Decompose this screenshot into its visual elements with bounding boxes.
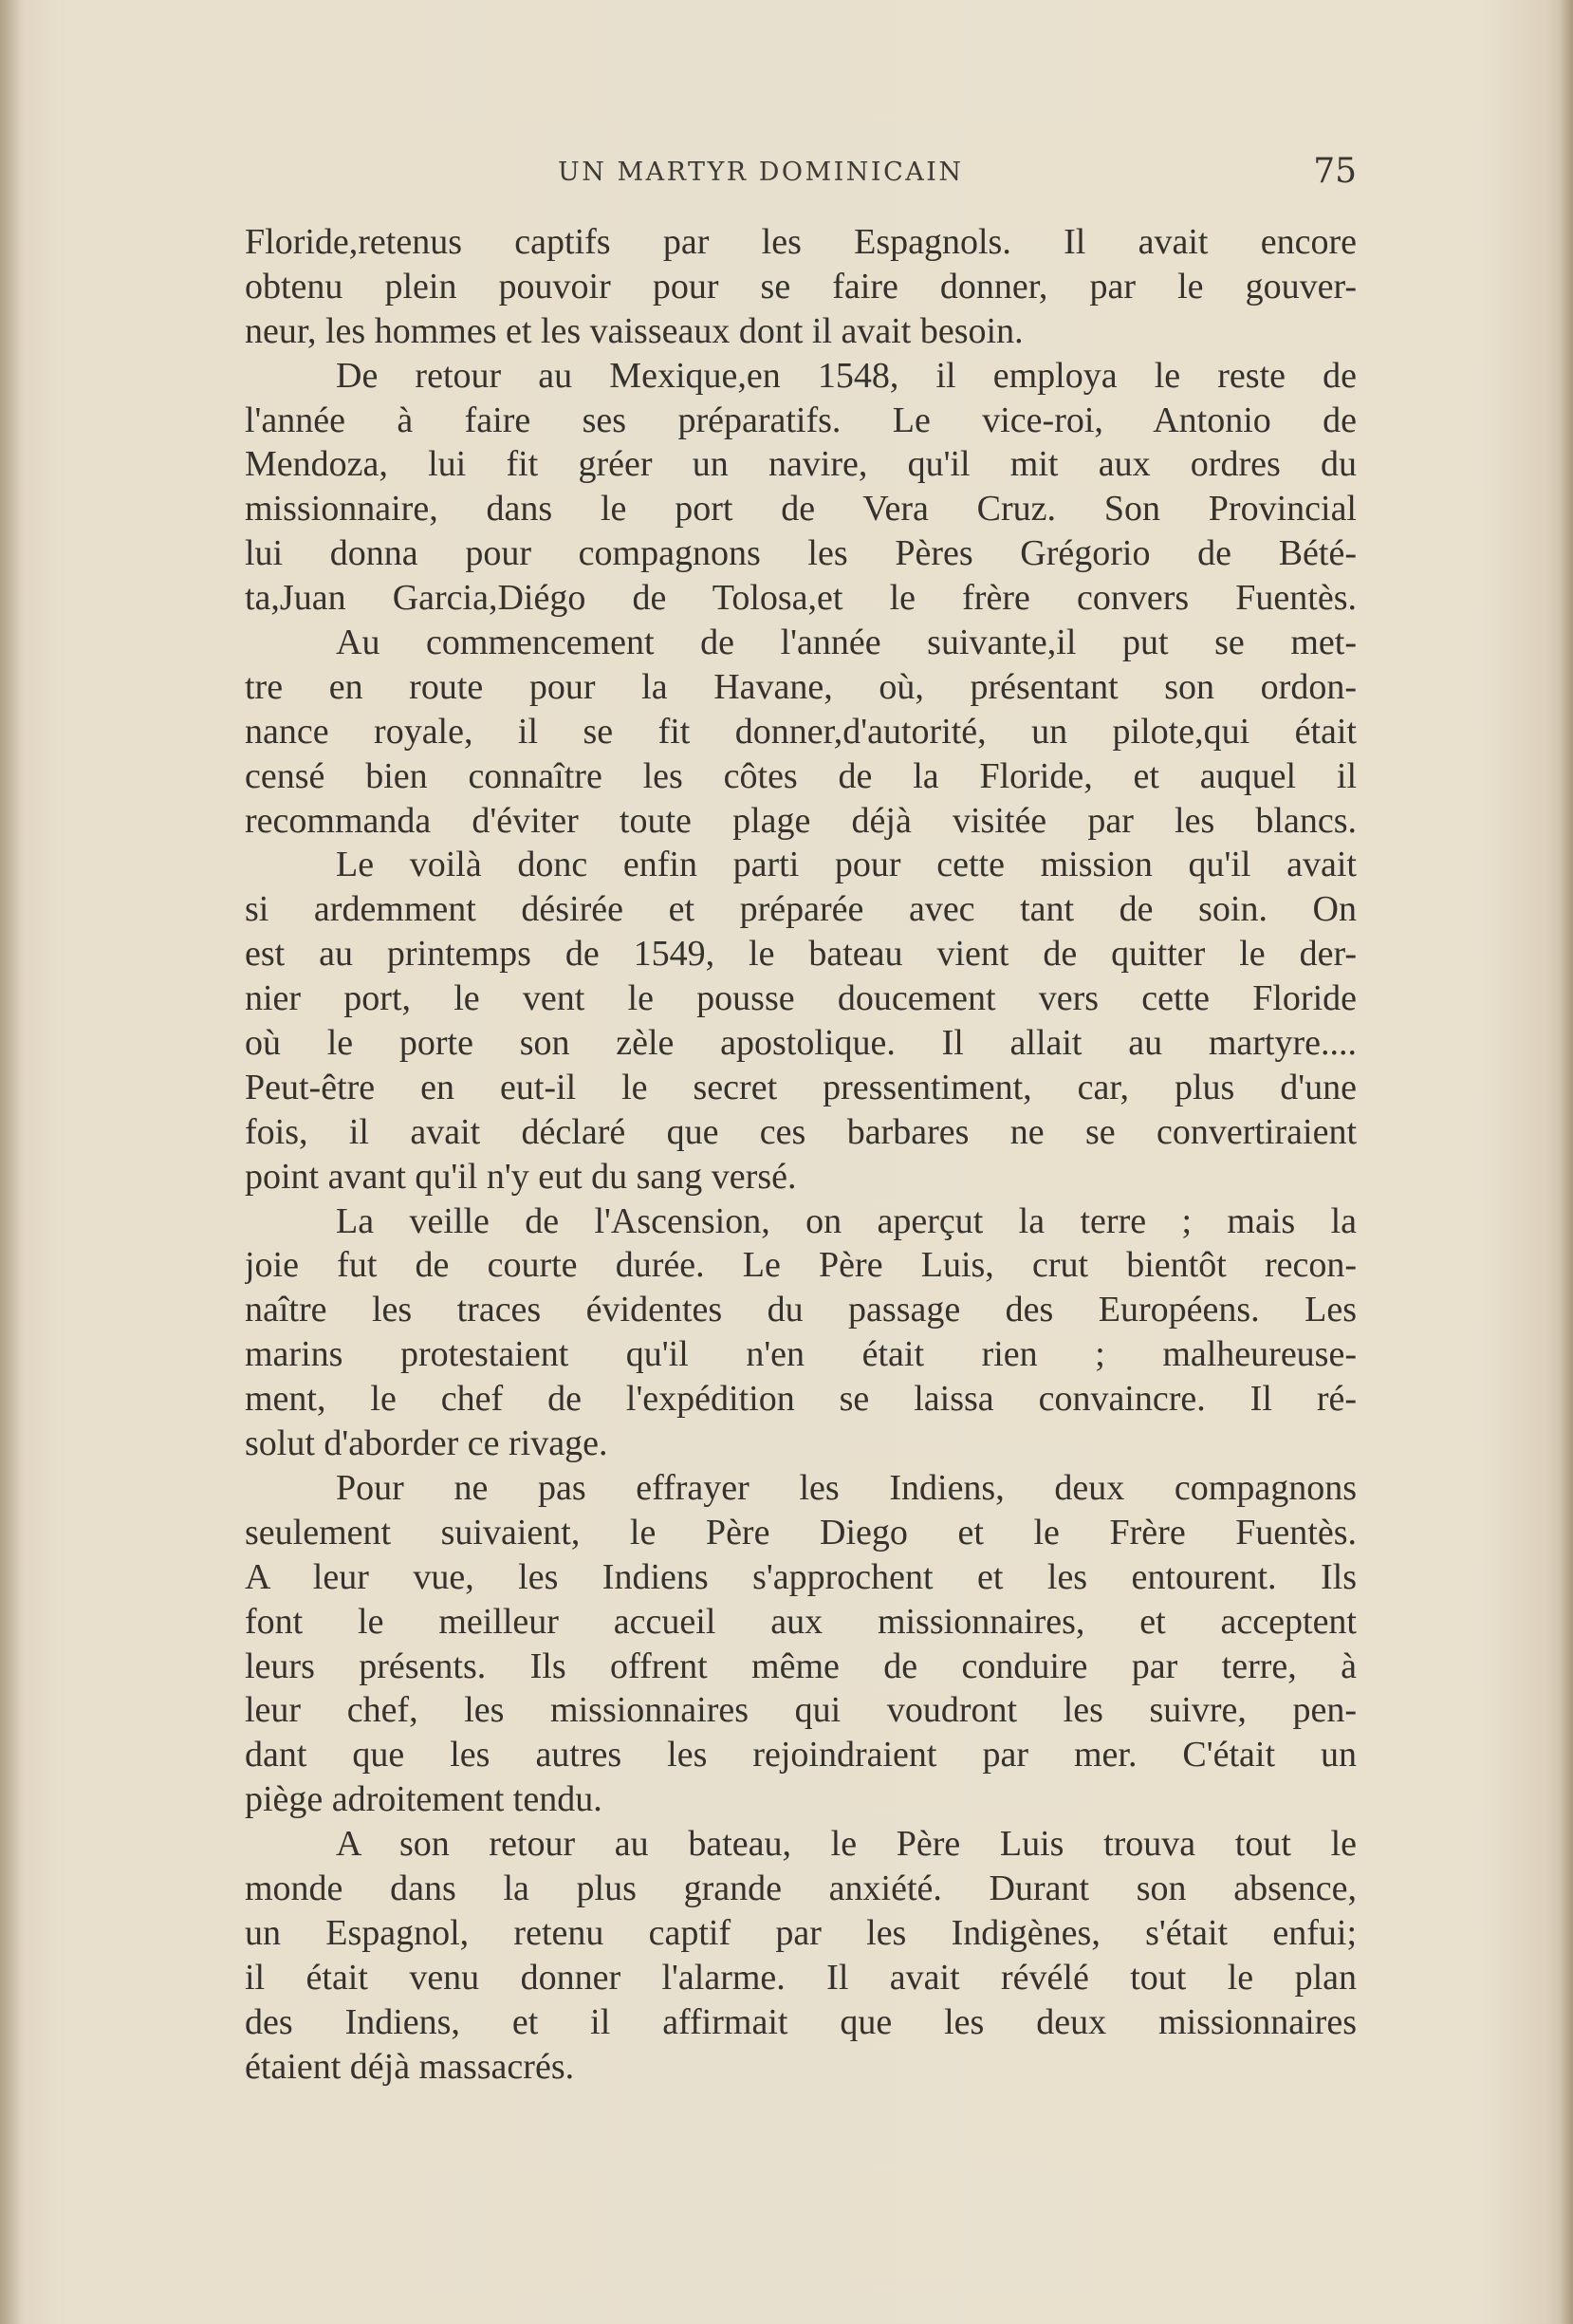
spine-shadow <box>0 0 21 2324</box>
text-line: monde dans la plus grande anxiété. Durant son absence, <box>245 1868 1357 1908</box>
text-line: point avant qu'il n'y eut du sang versé. <box>245 1156 797 1197</box>
page-edge-shadow <box>1560 0 1573 2324</box>
text-line: censé bien connaître les côtes de la Floride, et auquel il <box>245 755 1357 796</box>
text-line: La veille de l'Ascension, on aperçut la terre ; mais la <box>336 1200 1357 1241</box>
text-line: nance royale, il se fit donner,d'autorité, un pilote,qui était <box>245 711 1357 752</box>
text-line: si ardemment désirée et préparée avec tant de soin. On <box>245 889 1357 930</box>
text-line: il était venu donner l'alarme. Il avait révélé tout le plan <box>245 1957 1357 1998</box>
text-line: De retour au Mexique,en 1548, il employa le reste de <box>336 355 1357 396</box>
text-line: Mendoza, lui fit gréer un navire, qu'il mit aux ordres du <box>245 444 1357 485</box>
text-line: nier port, le vent le pousse doucement vers cette Floride <box>245 978 1357 1019</box>
text-line: tre en route pour la Havane, où, présentant son ordon- <box>245 666 1357 707</box>
text-line: neur, les hommes et les vaisseaux dont il avait besoin. <box>245 310 1024 351</box>
body-text <box>245 220 1357 2089</box>
text-line: des Indiens, et il affirmait que les deux missionnaires <box>245 2001 1357 2042</box>
text-line: dant que les autres les rejoindraient par mer. C'était un <box>245 1735 1357 1776</box>
text-line: joie fut de courte durée. Le Père Luis, crut bientôt recon- <box>245 1245 1357 1286</box>
running-title: UN MARTYR DOMINICAIN <box>558 158 964 187</box>
text-line: recommanda d'éviter toute plage déjà visitée par les blancs. <box>245 800 1357 841</box>
text-line: lui donna pour compagnons les Pères Grégorio de Bété- <box>245 533 1357 574</box>
text-line: leurs présents. Ils offrent même de conduire par terre, à <box>245 1645 1357 1686</box>
text-line: un Espagnol, retenu captif par les Indigènes, s'était enfui; <box>245 1912 1357 1953</box>
text-line: étaient déjà massacrés. <box>245 2046 575 2087</box>
text-line: Pour ne pas effrayer les Indiens, deux compagnons <box>336 1467 1357 1508</box>
text-line: Au commencement de l'année suivante,il put se met- <box>336 623 1357 663</box>
text-line: leur chef, les missionnaires qui voudront les suivre, pen- <box>245 1690 1357 1731</box>
text-line: l'année à faire ses préparatifs. Le vice-roi, Antonio de <box>245 400 1357 440</box>
text-line: est au printemps de 1549, le bateau vient de quitter le der- <box>245 934 1357 975</box>
text-line: missionnaire, dans le port de Vera Cruz. Son Provincial <box>245 489 1357 530</box>
text-line: fois, il avait déclaré que ces barbares ne se convertiraient <box>245 1111 1357 1152</box>
text-line: Le voilà donc enfin parti pour cette mission qu'il avait <box>336 845 1357 885</box>
text-line: marins protestaient qu'il n'en était rien ; malheureuse- <box>245 1334 1357 1375</box>
text-line: A leur vue, les Indiens s'approchent et les entourent. Ils <box>245 1556 1357 1597</box>
page-number: 75 <box>1313 152 1357 191</box>
text-line: solut d'aborder ce rivage. <box>245 1423 608 1464</box>
text-line: ment, le chef de l'expédition se laissa convaincre. Il ré- <box>245 1379 1357 1420</box>
text-line: Floride,retenus captifs par les Espagnols. Il avait encore <box>245 222 1357 262</box>
text-line: ta,Juan Garcia,Diégo de Tolosa,et le frère convers Fuentès. <box>245 578 1357 619</box>
text-line: seulement suivaient, le Père Diego et le Frère Fuentès. <box>245 1512 1357 1552</box>
text-line: font le meilleur accueil aux missionnaires, et acceptent <box>245 1601 1357 1642</box>
text-line: où le porte son zèle apostolique. Il allait au martyre.... <box>245 1023 1357 1064</box>
page-header <box>245 152 1357 199</box>
text-line: naître les traces évidentes du passage des Européens. Les <box>245 1290 1357 1330</box>
text-line: Peut-être en eut-il le secret pressentiment, car, plus d'une <box>245 1067 1357 1107</box>
text-line: obtenu plein pouvoir pour se faire donner, par le gouver- <box>245 266 1357 307</box>
text-line: A son retour au bateau, le Père Luis trouva tout le <box>336 1824 1357 1865</box>
text-line: piège adroitement tendu. <box>245 1779 602 1820</box>
